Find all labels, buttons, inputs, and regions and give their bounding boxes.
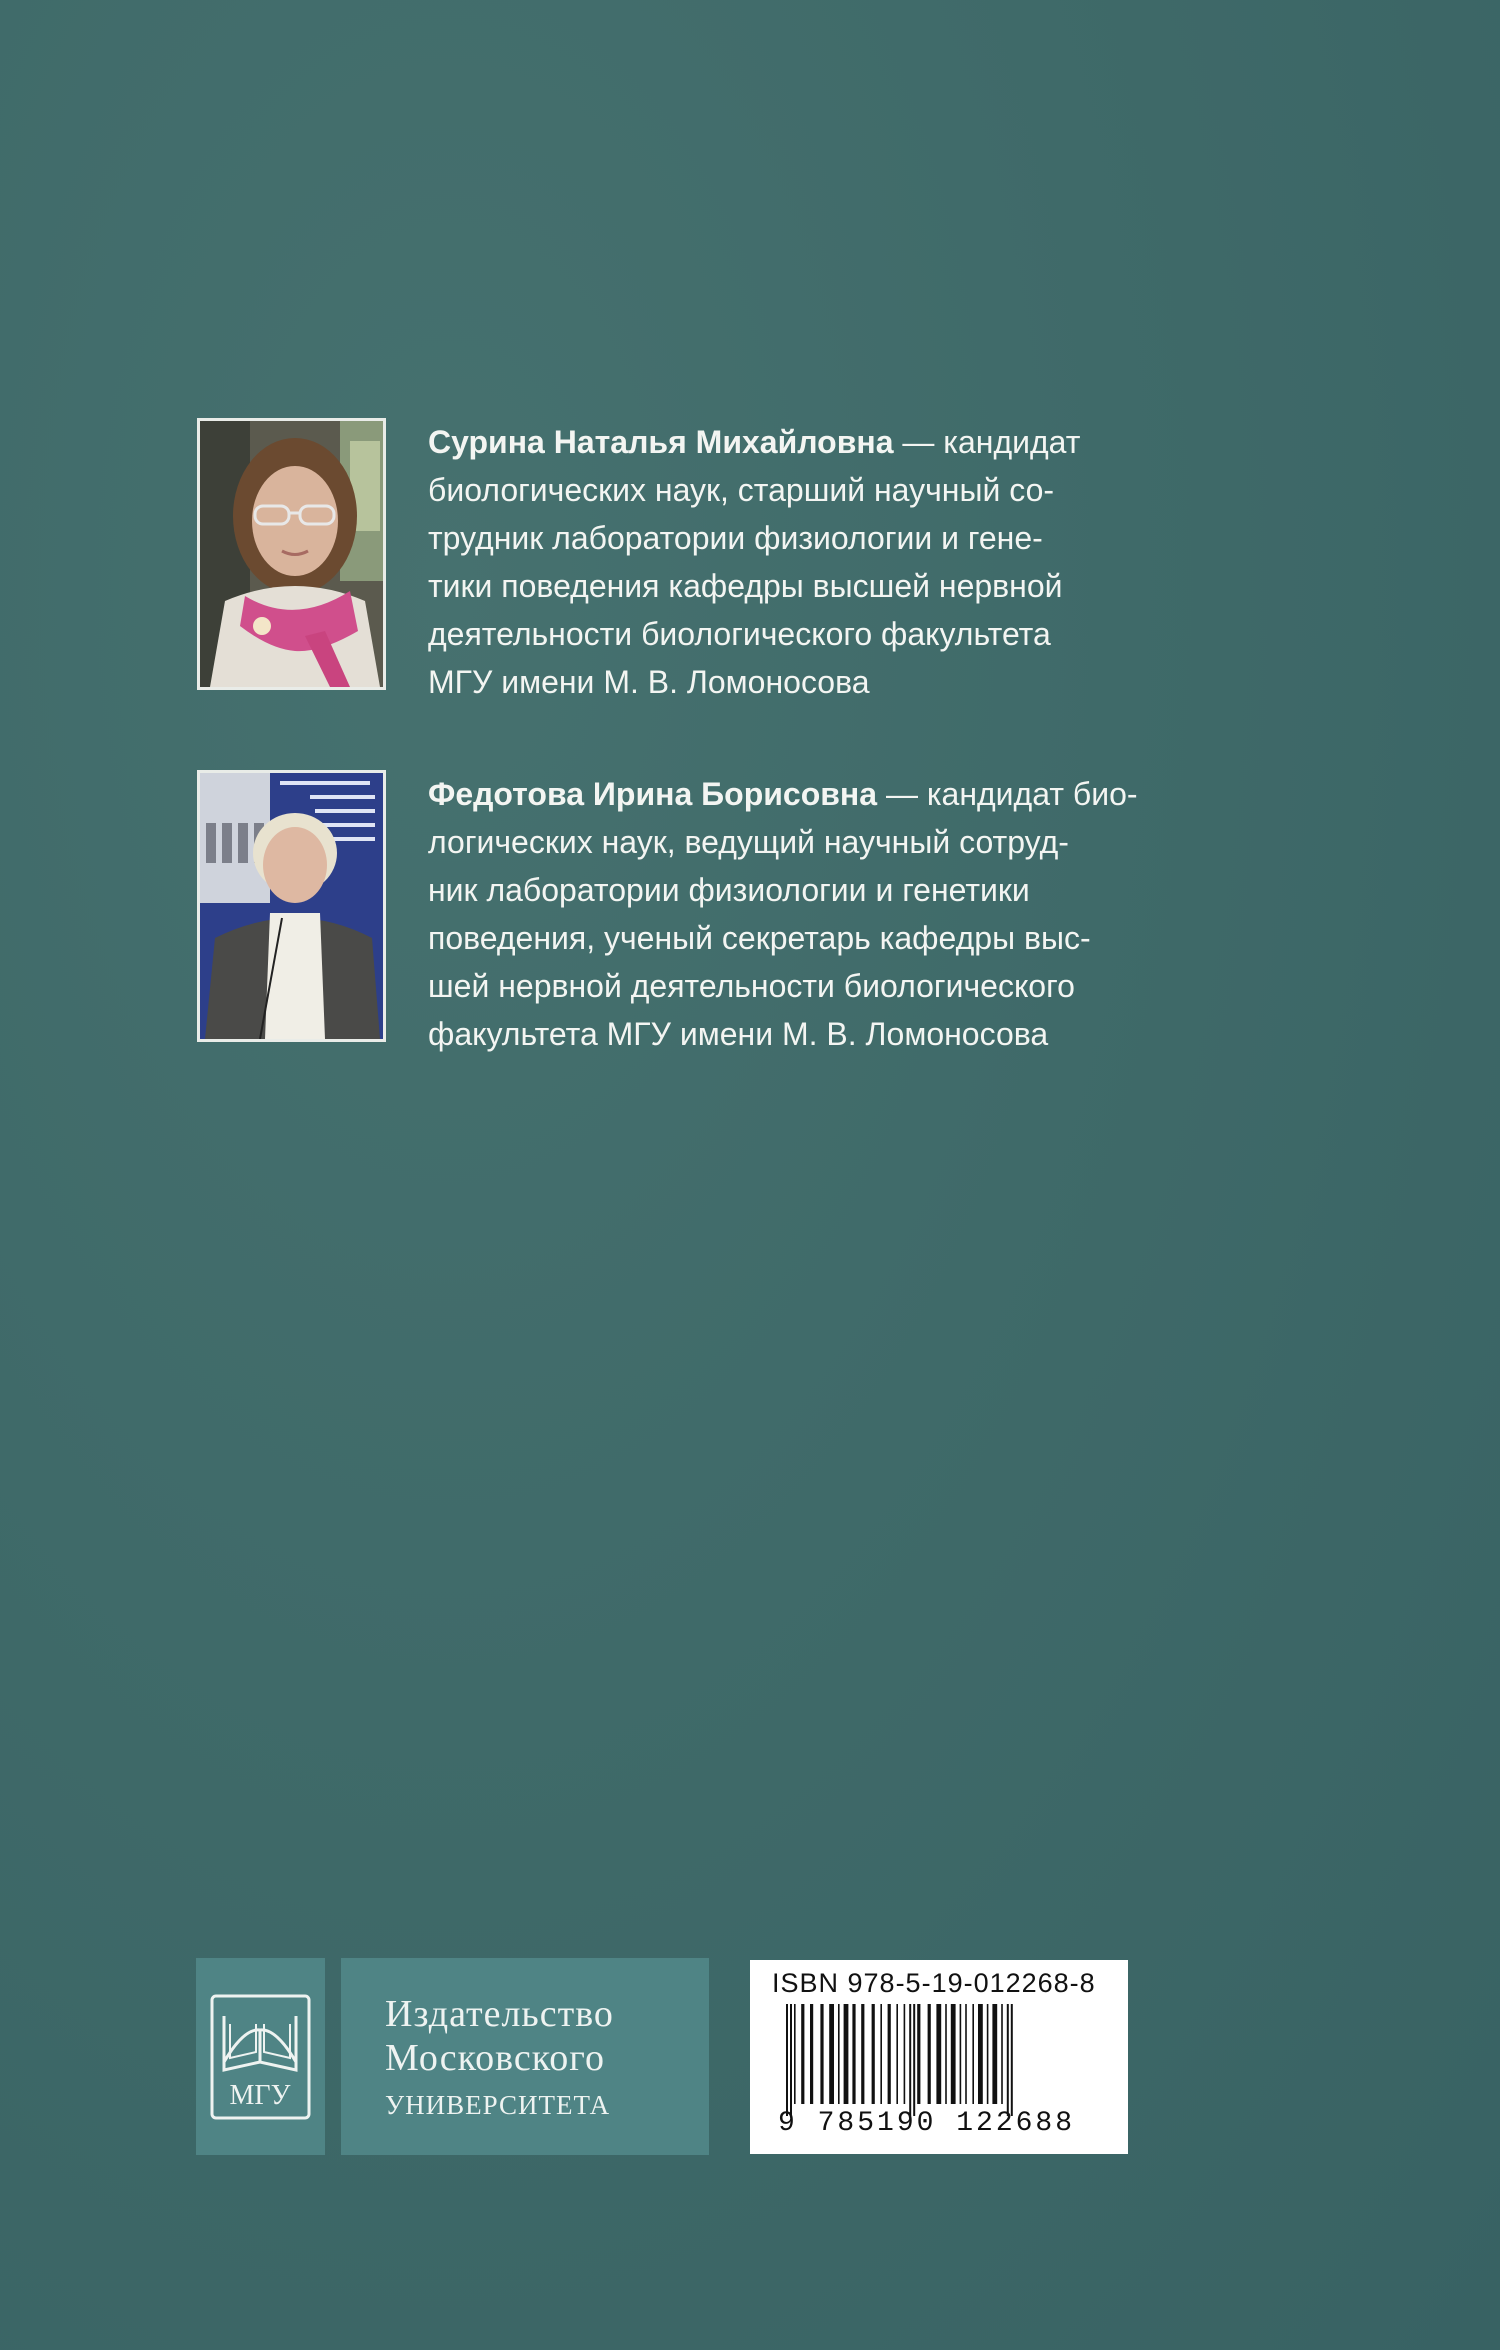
author-photo-1 [197,418,386,690]
barcode-bar [1001,2004,1003,2104]
barcode-bar [810,2004,813,2104]
publisher-name-line-3: университета [385,2081,611,2123]
barcode-bar [852,2004,855,2104]
bio-line: — кандидат [893,424,1081,460]
barcode-bar [794,2004,796,2104]
barcode-bar [844,2004,849,2104]
author-name-1: Сурина Наталья Михайловна [428,424,894,460]
barcode-bar [880,2004,882,2104]
barcode-bar [872,2004,875,2104]
barcode-bar [896,2004,898,2104]
publisher-name-line-2: Московского [385,2037,605,2079]
barcode-digits: 9 785190 122688 [778,2108,1076,2139]
author-photo-2 [197,770,386,1042]
bio-line: МГУ имени М. В. Ломоносова [428,664,870,700]
author-bio-2 [428,770,1188,1058]
author-bio-1 [428,418,1188,706]
publisher-logo-panel [196,1958,325,2155]
barcode-bar [913,2004,915,2116]
barcode-bar [786,2004,788,2116]
barcode-bar [978,2004,983,2104]
barcode-bar [917,2004,920,2104]
bio-line: биологических наук, старший научный со- [428,472,1055,508]
barcode-bar [960,2004,962,2104]
isbn-barcode [750,1960,1128,2154]
bio-line: поведения, ученый секретарь кафедры выс- [428,920,1091,956]
msu-logo-icon [196,1958,325,2155]
barcode-bar [838,2004,840,2104]
barcode-bar [972,2004,974,2104]
barcode-bar [909,2004,911,2116]
barcode-bar [928,2004,931,2104]
barcode-bar [829,2004,834,2104]
publisher-name-panel [341,1958,709,2155]
barcode-bar [790,2004,792,2116]
barcode-bar [861,2004,864,2104]
publisher-name-line-1: Издательство [385,1993,614,2035]
publisher-logo-text: МГУ [229,2080,291,2111]
bio-line: трудник лаборатории физиологии и гене- [428,520,1043,556]
barcode-bar [820,2004,823,2104]
bio-line: ник лаборатории физиологии и генетики [428,872,1030,908]
author-name-2: Федотова Ирина Борисовна [428,776,878,812]
barcode-bar [801,2004,804,2104]
barcode-bar [992,2004,997,2104]
bio-line: шей нервной деятельности биологического [428,968,1075,1004]
bio-line: логических наук, ведущий научный сотруд- [428,824,1069,860]
bio-line: — кандидат био- [877,776,1138,812]
bio-line: деятельности биологического факультета [428,616,1051,652]
barcode-bar [1007,2004,1009,2116]
barcode-bar [1011,2004,1013,2116]
bio-line: тики поведения кафедры высшей нервной [428,568,1063,604]
barcode-bar [965,2004,967,2104]
barcode-bar [945,2004,947,2104]
isbn-label: ISBN 978-5-19-012268-8 [772,1968,1096,1998]
barcode-bar [987,2004,989,2104]
barcode-bar [951,2004,956,2104]
barcode-bar [888,2004,891,2104]
barcode-bar [936,2004,941,2104]
barcode-bar [904,2004,906,2104]
bio-line: факультета МГУ имени М. В. Ломоносова [428,1016,1049,1052]
